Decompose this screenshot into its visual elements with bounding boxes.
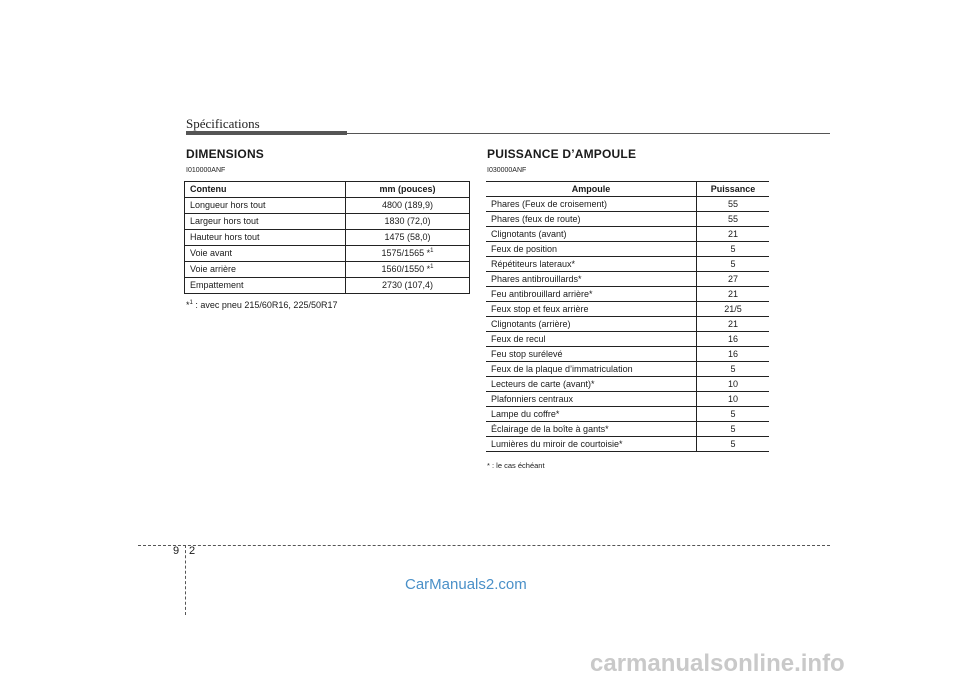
value-text: 1575/1565 * <box>381 248 431 258</box>
row-value: 5 <box>697 362 770 377</box>
dimensions-footnote <box>186 300 337 310</box>
row-label: Phares (feux de route) <box>486 212 697 227</box>
header-rule <box>347 133 830 134</box>
row-value <box>346 214 470 230</box>
footnote-text: : avec pneu 215/60R16, 225/50R17 <box>192 300 338 310</box>
row-label: Clignotants (arrière) <box>486 317 697 332</box>
table-row <box>486 347 769 362</box>
value-text: 1475 (58,0) <box>384 232 431 242</box>
bulbs-code: I030000ANF <box>487 167 527 174</box>
value-sup: 1 <box>430 248 434 254</box>
row-label: Phares (Feux de croisement) <box>486 197 697 212</box>
table-row <box>486 317 769 332</box>
bulbs-table <box>486 181 769 452</box>
row-value: 5 <box>697 257 770 272</box>
row-label: Phares antibrouillards* <box>486 272 697 287</box>
table-row <box>486 287 769 302</box>
table-row <box>486 212 769 227</box>
row-label: Lampe du coffre* <box>486 407 697 422</box>
row-label: Éclairage de la boîte à gants* <box>486 422 697 437</box>
row-label: Lecteurs de carte (avant)* <box>486 377 697 392</box>
value-text: 1830 (72,0) <box>384 216 431 226</box>
table-row <box>486 197 769 212</box>
value-text: 1560/1550 * <box>381 264 431 274</box>
row-label: Hauteur hors tout <box>185 230 346 246</box>
watermark-carmanualsonline: carmanualsonline.info <box>590 650 845 677</box>
row-value: 55 <box>697 212 770 227</box>
row-value: 10 <box>697 392 770 407</box>
row-label: Répétiteurs lateraux* <box>486 257 697 272</box>
footnote-mark: * <box>186 300 190 310</box>
table-row <box>486 257 769 272</box>
row-value: 21 <box>697 317 770 332</box>
footnote-sup: 1 <box>189 300 193 306</box>
row-value: 27 <box>697 272 770 287</box>
table-row <box>486 377 769 392</box>
row-label: Feu stop surélevé <box>486 347 697 362</box>
row-value: 5 <box>697 437 770 452</box>
row-value <box>346 278 470 294</box>
row-value: 16 <box>697 347 770 362</box>
table-row <box>486 392 769 407</box>
row-label: Largeur hors tout <box>185 214 346 230</box>
row-label: Empattement <box>185 278 346 294</box>
value-sup: 1 <box>430 264 434 270</box>
dimensions-title: DIMENSIONS <box>186 147 265 161</box>
table-row <box>486 272 769 287</box>
chapter-number: 9 <box>173 545 180 557</box>
table-row <box>486 437 769 452</box>
table-row <box>486 362 769 377</box>
table-row <box>486 227 769 242</box>
page-number: 2 <box>189 545 196 557</box>
row-value: 21/5 <box>697 302 770 317</box>
row-label: Plafonniers centraux <box>486 392 697 407</box>
row-label: Voie avant <box>185 246 346 262</box>
row-value <box>346 246 470 262</box>
row-value: 55 <box>697 197 770 212</box>
row-value <box>346 198 470 214</box>
table-row <box>185 198 470 214</box>
table-row <box>185 278 470 294</box>
table-row <box>486 422 769 437</box>
dimensions-code: I010000ANF <box>186 167 226 174</box>
row-value: 21 <box>697 227 770 242</box>
row-value: 21 <box>697 287 770 302</box>
row-value: 5 <box>697 242 770 257</box>
bulbs-footnote: * : le cas échéant <box>487 461 545 470</box>
row-label: Clignotants (avant) <box>486 227 697 242</box>
table-header-row <box>185 182 470 198</box>
value-text: 2730 (107,4) <box>381 280 434 290</box>
table-row <box>486 242 769 257</box>
page-header-title: Spécifications <box>186 116 260 131</box>
header-bar <box>186 131 347 135</box>
table-header-row <box>486 182 769 197</box>
dimensions-table <box>184 181 470 294</box>
column-header-mm: mm (pouces) <box>346 182 470 198</box>
row-value: 16 <box>697 332 770 347</box>
row-label: Longueur hors tout <box>185 198 346 214</box>
table-row <box>486 407 769 422</box>
row-label: Feux de position <box>486 242 697 257</box>
value-text: 4800 (189,9) <box>381 200 434 210</box>
bulbs-title: PUISSANCE D’AMPOULE <box>487 147 637 161</box>
footer-rule <box>138 545 830 546</box>
row-value: 5 <box>697 422 770 437</box>
table-row <box>185 214 470 230</box>
row-label: Feux de la plaque d’immatriculation <box>486 362 697 377</box>
table-row <box>185 262 470 278</box>
row-value: 10 <box>697 377 770 392</box>
row-label: Feux de recul <box>486 332 697 347</box>
column-header-content: Contenu <box>185 182 346 198</box>
footer-divider <box>185 545 186 615</box>
row-value <box>346 230 470 246</box>
row-label: Feu antibrouillard arrière* <box>486 287 697 302</box>
table-row <box>185 246 470 262</box>
table-row <box>185 230 470 246</box>
row-label: Voie arrière <box>185 262 346 278</box>
row-label: Lumières du miroir de courtoisie* <box>486 437 697 452</box>
row-label: Feux stop et feux arrière <box>486 302 697 317</box>
column-header-bulb: Ampoule <box>486 182 697 197</box>
watermark-carmanuals2: CarManuals2.com <box>405 576 527 593</box>
table-row <box>486 302 769 317</box>
table-row <box>486 332 769 347</box>
row-value <box>346 262 470 278</box>
column-header-power: Puissance <box>697 182 770 197</box>
row-value: 5 <box>697 407 770 422</box>
